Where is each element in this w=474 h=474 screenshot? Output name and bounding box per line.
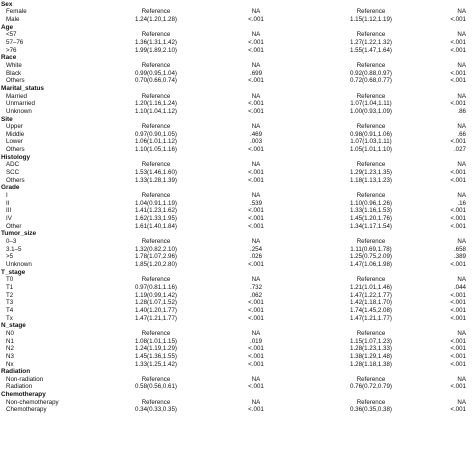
hr-univariate: 1.40(1.20,1.77) xyxy=(135,306,177,314)
hr-univariate: 1.10(1.05,1.16) xyxy=(135,146,177,154)
p-multivariate: <.001 xyxy=(450,46,466,54)
p-univariate: .019 xyxy=(249,337,263,345)
hr-multivariate: Reference xyxy=(356,8,386,16)
p-univariate: <.001 xyxy=(248,360,264,368)
hr-univariate: 0.58(0.56,0.61) xyxy=(135,383,177,391)
row-label: Others xyxy=(6,77,25,85)
p-univariate: <.001 xyxy=(248,345,264,353)
p-univariate: <.001 xyxy=(248,176,264,184)
p-multivariate: <.001 xyxy=(450,69,466,77)
hr-univariate: 1.10(1.04,1.12) xyxy=(135,107,177,115)
hr-univariate: Reference xyxy=(141,92,171,100)
section-title: N_stage xyxy=(1,322,26,330)
hr-multivariate: Reference xyxy=(356,398,386,406)
section-title: Tumor_size xyxy=(1,230,37,238)
table-row xyxy=(0,17,474,25)
hr-univariate: Reference xyxy=(141,238,171,245)
row-label: Black xyxy=(6,69,22,77)
p-univariate: .062 xyxy=(249,291,263,299)
section-title: T_stage xyxy=(1,268,26,276)
p-univariate: <.001 xyxy=(248,15,264,23)
hr-univariate: 1.62(1.33,1.95) xyxy=(135,215,177,223)
p-multivariate: <.001 xyxy=(450,15,466,23)
table-row xyxy=(0,277,474,285)
table-row xyxy=(0,9,474,17)
section-header xyxy=(0,155,474,163)
hr-univariate: 1.99(1.89,2.10) xyxy=(135,46,177,54)
hr-multivariate: 0.76(0.72,0.79) xyxy=(350,383,392,391)
section-title: Histology xyxy=(1,153,31,161)
row-label: T2 xyxy=(6,291,14,299)
hr-multivariate: 1.27(1.22,1.32) xyxy=(350,38,392,46)
section-title: Radiation xyxy=(1,368,31,376)
section-header xyxy=(0,55,474,63)
p-multivariate: <.001 xyxy=(450,222,466,230)
table-row xyxy=(0,400,474,408)
table-row xyxy=(0,208,474,216)
p-multivariate: NA xyxy=(457,375,466,383)
hr-multivariate: Reference xyxy=(356,276,386,284)
row-label: Female xyxy=(6,8,27,16)
hr-multivariate: 1.47(1.22,1.77) xyxy=(350,291,392,299)
hr-univariate: Reference xyxy=(141,61,171,69)
hr-univariate: 1.41(1.23,1.62) xyxy=(135,207,177,215)
table-row xyxy=(0,132,474,140)
row-label: II xyxy=(6,199,10,207)
hr-univariate: Reference xyxy=(141,398,171,406)
hr-univariate: Reference xyxy=(141,161,171,169)
row-label: Chemotherapy xyxy=(6,406,47,414)
hr-multivariate: 0.36(0.35,0.38) xyxy=(350,406,392,414)
hr-multivariate: 1.38(1.29,1.48) xyxy=(350,352,392,360)
p-univariate: NA xyxy=(251,329,261,337)
table-row xyxy=(0,354,474,362)
hr-multivariate: 1.28(1.23,1.33) xyxy=(350,345,392,353)
p-univariate: <.001 xyxy=(248,77,264,85)
hr-univariate: 1.47(1.21,1.77) xyxy=(135,314,177,322)
hr-multivariate: Reference xyxy=(356,31,386,39)
section-header xyxy=(0,231,474,239)
row-label: >5 xyxy=(6,253,14,261)
table-row xyxy=(0,40,474,48)
table-row xyxy=(0,331,474,339)
hr-multivariate: 1.07(1.03,1.11) xyxy=(350,138,392,146)
p-univariate: NA xyxy=(251,375,261,383)
table-row xyxy=(0,224,474,232)
row-label: Non-radiation xyxy=(6,375,44,383)
p-multivariate: .044 xyxy=(453,283,466,291)
table-row xyxy=(0,339,474,347)
hr-univariate: 1.32(0.82,2.10) xyxy=(135,245,177,253)
hr-multivariate: 1.74(1.45,2.08) xyxy=(350,306,392,314)
p-univariate: <.001 xyxy=(248,299,264,307)
hr-multivariate: 1.15(1.07,1.23) xyxy=(350,337,392,345)
row-label: White xyxy=(6,61,22,69)
row-label: T4 xyxy=(6,306,14,314)
p-multivariate: .86 xyxy=(457,107,466,115)
p-univariate: NA xyxy=(251,238,261,245)
table-row xyxy=(0,300,474,308)
section-header xyxy=(0,185,474,193)
table-row xyxy=(0,407,474,415)
p-multivariate: <.001 xyxy=(450,352,466,360)
row-label: Middle xyxy=(6,130,25,138)
row-label: Others xyxy=(6,176,25,184)
table-row xyxy=(0,178,474,186)
row-label: Non-chemotherapy xyxy=(6,398,59,406)
row-label: Married xyxy=(6,92,27,100)
hr-multivariate: 1.11(0.69,1.78) xyxy=(350,245,392,253)
p-univariate: <.001 xyxy=(248,222,264,230)
section-title: Chemotherapy xyxy=(1,391,46,399)
p-multivariate: NA xyxy=(457,161,466,169)
p-univariate: NA xyxy=(251,31,261,39)
row-label: Tx xyxy=(6,314,13,322)
p-multivariate: <.001 xyxy=(450,77,466,85)
hr-multivariate: Reference xyxy=(356,329,386,337)
hr-multivariate: 1.10(0.96,1.26) xyxy=(350,199,392,207)
table-row xyxy=(0,162,474,170)
table-row xyxy=(0,362,474,370)
section-header xyxy=(0,323,474,331)
hr-multivariate: Reference xyxy=(356,238,386,245)
hr-univariate: 1.04(0.91,1.19) xyxy=(135,199,177,207)
p-multivariate: <.001 xyxy=(450,215,466,223)
p-multivariate: <.001 xyxy=(450,406,466,414)
p-multivariate: <.001 xyxy=(450,299,466,307)
hr-univariate: Reference xyxy=(141,31,171,39)
row-label: N2 xyxy=(6,345,14,353)
table-row xyxy=(0,247,474,255)
section-header xyxy=(0,2,474,10)
table-row xyxy=(0,78,474,86)
hr-multivariate: 1.21(1.01,1.46) xyxy=(350,283,392,291)
p-multivariate: NA xyxy=(457,398,466,406)
hr-univariate: Reference xyxy=(141,329,171,337)
section-header xyxy=(0,270,474,278)
p-univariate: <.001 xyxy=(248,107,264,115)
hr-multivariate: Reference xyxy=(356,192,386,200)
table-row xyxy=(0,147,474,155)
row-label: N1 xyxy=(6,337,14,345)
p-multivariate: .027 xyxy=(453,146,466,154)
section-header xyxy=(0,369,474,377)
hr-univariate: 1.45(1.36,1.55) xyxy=(135,352,177,360)
table-row xyxy=(0,346,474,354)
row-label: Other xyxy=(6,222,22,230)
p-multivariate: .66 xyxy=(457,130,466,138)
p-univariate: <.001 xyxy=(248,38,264,46)
row-label: N3 xyxy=(6,352,14,360)
table-row xyxy=(0,193,474,201)
hr-multivariate: Reference xyxy=(356,375,386,383)
hr-multivariate: 1.47(1.06,1.98) xyxy=(350,260,392,268)
row-label: N0 xyxy=(6,329,14,337)
hr-univariate: 1.33(1.25,1.42) xyxy=(135,360,177,368)
table-row xyxy=(0,71,474,79)
p-multivariate: NA xyxy=(457,8,466,16)
hr-multivariate: 0.98(0.91,1.06) xyxy=(350,130,392,138)
p-univariate: <.001 xyxy=(248,260,264,268)
p-multivariate: <.001 xyxy=(450,291,466,299)
row-label: 57–76 xyxy=(6,38,24,46)
section-title: Marital_status xyxy=(1,84,44,92)
hr-univariate: Reference xyxy=(141,276,171,284)
section-header xyxy=(0,25,474,33)
p-multivariate: <.001 xyxy=(450,176,466,184)
p-multivariate: <.001 xyxy=(450,345,466,353)
row-label: IV xyxy=(6,215,12,223)
section-title: Grade xyxy=(1,184,20,192)
p-univariate: NA xyxy=(251,123,261,131)
hr-multivariate: Reference xyxy=(356,61,386,69)
hr-univariate: Reference xyxy=(141,192,171,200)
row-label: I xyxy=(6,192,8,200)
hr-multivariate: 1.33(1.16,1.53) xyxy=(350,207,392,215)
p-multivariate: <.001 xyxy=(450,38,466,46)
hr-multivariate: 1.42(1.18,1.70) xyxy=(350,299,392,307)
hr-univariate: 1.24(1.19,1.29) xyxy=(135,345,177,353)
hr-univariate: 1.28(1.07,1.52) xyxy=(135,299,177,307)
p-multivariate: NA xyxy=(457,123,466,131)
p-multivariate: <.001 xyxy=(450,207,466,215)
row-label: Unknown xyxy=(6,260,32,268)
hr-multivariate: 1.18(1.13,1.23) xyxy=(350,176,392,184)
p-multivariate: <.001 xyxy=(450,138,466,146)
row-label: T3 xyxy=(6,299,14,307)
p-univariate: <.001 xyxy=(248,406,264,414)
hr-multivariate: 1.55(1.47,1.64) xyxy=(350,46,392,54)
p-univariate: .026 xyxy=(249,253,263,261)
p-univariate: NA xyxy=(251,276,261,284)
p-multivariate: NA xyxy=(457,238,466,245)
section-header xyxy=(0,86,474,94)
hr-multivariate: 1.07(1.04,1.11) xyxy=(350,100,392,108)
p-univariate: NA xyxy=(251,92,261,100)
hr-multivariate: 1.34(1.17,1.54) xyxy=(350,222,392,230)
p-multivariate: <.001 xyxy=(450,260,466,268)
p-univariate: .732 xyxy=(249,283,263,291)
p-univariate: <.001 xyxy=(248,215,264,223)
row-label: <57 xyxy=(6,31,17,39)
section-title: Site xyxy=(1,115,13,123)
hr-univariate: 0.34(0.33,0.35) xyxy=(135,406,177,414)
table-row xyxy=(0,254,474,262)
hr-multivariate: Reference xyxy=(356,123,386,131)
hr-univariate: 0.99(0.95,1.04) xyxy=(135,69,177,77)
p-univariate: <.001 xyxy=(248,146,264,154)
table-row xyxy=(0,216,474,224)
p-multivariate: .16 xyxy=(457,199,466,207)
p-univariate: NA xyxy=(251,8,261,16)
hr-univariate: 1.08(1.01,1.15) xyxy=(135,337,177,345)
p-univariate: .254 xyxy=(249,245,263,253)
row-label: 0–3 xyxy=(6,238,17,245)
table-row xyxy=(0,293,474,301)
p-multivariate: <.001 xyxy=(450,100,466,108)
p-multivariate: <.001 xyxy=(450,360,466,368)
table-row xyxy=(0,377,474,385)
hr-multivariate: 1.25(0.75,2.09) xyxy=(350,253,392,261)
table-row xyxy=(0,316,474,324)
row-label: SCC xyxy=(6,169,20,177)
row-label: Male xyxy=(6,15,20,23)
hr-univariate: 0.97(0.90,1.05) xyxy=(135,130,177,138)
table-row xyxy=(0,201,474,209)
table-row xyxy=(0,262,474,270)
p-univariate: <.001 xyxy=(248,169,264,177)
row-label: T0 xyxy=(6,276,14,284)
hr-univariate: Reference xyxy=(141,8,171,16)
row-label: ADC xyxy=(6,161,20,169)
section-title: Race xyxy=(1,54,17,62)
row-label: Lower xyxy=(6,138,23,146)
hr-univariate: 1.24(1.20,1.28) xyxy=(135,15,177,23)
p-multivariate: .658 xyxy=(453,245,466,253)
p-univariate: .003 xyxy=(249,138,263,146)
table-row xyxy=(0,101,474,109)
p-multivariate: <.001 xyxy=(450,314,466,322)
table-row xyxy=(0,285,474,293)
p-univariate: <.001 xyxy=(248,100,264,108)
hr-multivariate: 1.45(1.20,1.76) xyxy=(350,215,392,223)
p-multivariate: NA xyxy=(457,329,466,337)
p-univariate: .539 xyxy=(249,199,263,207)
row-label: Radiation xyxy=(6,383,33,391)
table-row xyxy=(0,32,474,40)
hr-multivariate: 0.92(0.88,0.97) xyxy=(350,69,392,77)
hr-multivariate: 0.72(0.68,0.77) xyxy=(350,77,392,85)
hr-univariate: 1.53(1.46,1.60) xyxy=(135,169,177,177)
table-row xyxy=(0,170,474,178)
hr-multivariate: Reference xyxy=(356,92,386,100)
p-univariate: NA xyxy=(251,161,261,169)
p-multivariate: NA xyxy=(457,92,466,100)
table-row xyxy=(0,308,474,316)
hr-univariate: 0.97(0.81,1.16) xyxy=(135,283,177,291)
table-row xyxy=(0,139,474,147)
p-univariate: .699 xyxy=(249,69,263,77)
row-label: >76 xyxy=(6,46,17,54)
p-multivariate: <.001 xyxy=(450,169,466,177)
row-label: Upper xyxy=(6,123,23,131)
hr-multivariate: 1.00(0.93,1.09) xyxy=(350,107,392,115)
table-row xyxy=(0,109,474,117)
hr-univariate: 1.78(1.07,2.96) xyxy=(135,253,177,261)
p-multivariate: NA xyxy=(457,192,466,200)
hr-univariate: 1.33(1.28,1.39) xyxy=(135,176,177,184)
p-multivariate: <.001 xyxy=(450,306,466,314)
section-title: Sex xyxy=(1,0,13,8)
hr-multivariate: 1.47(1.21,1.77) xyxy=(350,314,392,322)
hr-univariate: Reference xyxy=(141,123,171,131)
p-univariate: NA xyxy=(251,398,261,406)
p-univariate: <.001 xyxy=(248,314,264,322)
p-univariate: NA xyxy=(251,61,261,69)
p-multivariate: NA xyxy=(457,31,466,39)
row-label: Nx xyxy=(6,360,14,368)
p-multivariate: .389 xyxy=(453,253,466,261)
p-multivariate: <.001 xyxy=(450,337,466,345)
table-row xyxy=(0,239,474,247)
row-label: T1 xyxy=(6,283,14,291)
hr-multivariate: 1.29(1.23,1.35) xyxy=(350,169,392,177)
hr-univariate: 1.20(1.16,1.24) xyxy=(135,100,177,108)
table-row xyxy=(0,63,474,71)
table-row xyxy=(0,124,474,132)
p-multivariate: NA xyxy=(457,61,466,69)
row-label: Unmarried xyxy=(6,100,35,108)
row-label: 3.1–5 xyxy=(6,245,22,253)
p-univariate: <.001 xyxy=(248,306,264,314)
hr-univariate: 1.19(0.99,1.42) xyxy=(135,291,177,299)
hr-univariate: 1.36(1.31,1.42) xyxy=(135,38,177,46)
p-univariate: <.001 xyxy=(248,383,264,391)
row-label: III xyxy=(6,207,12,215)
p-multivariate: <.001 xyxy=(450,383,466,391)
section-title: Age xyxy=(1,23,14,31)
p-univariate: NA xyxy=(251,192,261,200)
hr-univariate: Reference xyxy=(141,375,171,383)
row-label: Others xyxy=(6,146,25,154)
hr-multivariate: 1.05(1.01,1.10) xyxy=(350,146,392,154)
p-univariate: .469 xyxy=(249,130,263,138)
hr-univariate: 1.06(1.01,1.12) xyxy=(135,138,177,146)
hr-multivariate: Reference xyxy=(356,161,386,169)
section-header xyxy=(0,117,474,125)
table-row xyxy=(0,94,474,102)
table-row xyxy=(0,48,474,56)
hr-multivariate: 1.28(1.18,1.38) xyxy=(350,360,392,368)
section-header xyxy=(0,392,474,400)
hr-univariate: 0.70(0.66,0.74) xyxy=(135,77,177,85)
row-label: Unknown xyxy=(6,107,32,115)
p-univariate: <.001 xyxy=(248,352,264,360)
hr-univariate: 1.61(1.40,1.84) xyxy=(135,222,177,230)
p-univariate: <.001 xyxy=(248,207,264,215)
hr-multivariate: 1.15(1.12,1.19) xyxy=(350,15,392,23)
p-multivariate: NA xyxy=(457,276,466,284)
hr-univariate: 1.85(1.20,2.80) xyxy=(135,260,177,268)
p-univariate: <.001 xyxy=(248,46,264,54)
table-row xyxy=(0,384,474,392)
